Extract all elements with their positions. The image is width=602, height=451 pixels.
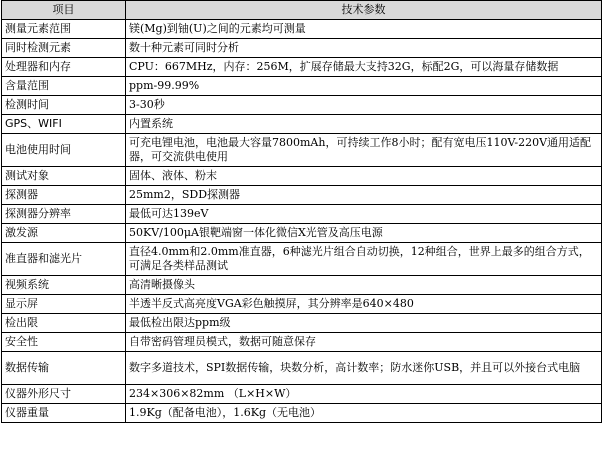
row-value: 25mm2，SDD探测器 (126, 186, 602, 205)
row-value: ppm-99.99% (126, 77, 602, 96)
table-row (2, 276, 602, 295)
table-row (2, 333, 602, 352)
row-item: 处理器和内存 (2, 58, 126, 77)
row-item: 检出限 (2, 314, 126, 333)
row-value: 直径4.0mm和2.0mm准直器，6种滤光片组合自动切换，12种组合，世界上最多的组合方式，可满足各类样品测试 (126, 243, 602, 276)
table-row (2, 385, 602, 404)
row-value: 数字多道技术，SPI数据传输，块数分析，高计数率；防水迷你USB，并且可以外接台式电脑 (126, 352, 602, 385)
row-item: 数据传输 (2, 352, 126, 385)
row-value: 最低可达139eV (126, 205, 602, 224)
row-item: 显示屏 (2, 295, 126, 314)
row-value: 自带密码管理员模式，数据可随意保存 (126, 333, 602, 352)
table-row (2, 295, 602, 314)
row-item: 激发源 (2, 224, 126, 243)
row-value: 3-30秒 (126, 96, 602, 115)
row-item: 安全性 (2, 333, 126, 352)
row-item: GPS、WIFI (2, 115, 126, 134)
row-value: 镁(Mg)到铀(U)之间的元素均可测量 (126, 20, 602, 39)
table-row (2, 58, 602, 77)
row-item: 含量范围 (2, 77, 126, 96)
spec-table (1, 0, 602, 423)
row-value: 高清晰摄像头 (126, 276, 602, 295)
row-value: CPU：667MHz，内存：256M，扩展存储最大支持32G，标配2G，可以海量存储数据 (126, 58, 602, 77)
row-value: 半透半反式高亮度VGA彩色触摸屏，其分辨率是640×480 (126, 295, 602, 314)
row-value: 234×306×82mm （L×H×W） (126, 385, 602, 404)
row-item: 检测时间 (2, 96, 126, 115)
table-row (2, 39, 602, 58)
row-value: 固体、液体、粉末 (126, 167, 602, 186)
table-row (2, 167, 602, 186)
table-row (2, 115, 602, 134)
row-item: 测量元素范围 (2, 20, 126, 39)
table-row (2, 134, 602, 167)
table-row (2, 352, 602, 385)
row-item: 测试对象 (2, 167, 126, 186)
row-item: 同时检测元素 (2, 39, 126, 58)
row-value: 内置系统 (126, 115, 602, 134)
table-row (2, 404, 602, 423)
row-item: 探测器 (2, 186, 126, 205)
table-row (2, 186, 602, 205)
header-param: 技术参数 (126, 1, 602, 20)
table-row (2, 224, 602, 243)
row-item: 探测器分辨率 (2, 205, 126, 224)
row-value: 50KV/100μA银靶端窗一体化微信X光管及高压电源 (126, 224, 602, 243)
row-value: 1.9Kg（配备电池），1.6Kg（无电池） (126, 404, 602, 423)
table-row (2, 77, 602, 96)
row-item: 仪器重量 (2, 404, 126, 423)
row-value: 最低检出限达ppm级 (126, 314, 602, 333)
row-item: 电池使用时间 (2, 134, 126, 167)
row-item: 仪器外形尺寸 (2, 385, 126, 404)
row-item: 准直器和滤光片 (2, 243, 126, 276)
row-item: 视频系统 (2, 276, 126, 295)
table-row (2, 205, 602, 224)
header-row (2, 1, 602, 20)
header-item: 项目 (2, 1, 126, 20)
row-value: 数十种元素可同时分析 (126, 39, 602, 58)
table-row (2, 243, 602, 276)
table-row (2, 314, 602, 333)
table-row (2, 20, 602, 39)
table-row (2, 96, 602, 115)
row-value: 可充电锂电池，电池最大容量7800mAh，可持续工作8小时；配有宽电压110V-220V通用适配器，可交流供电使用 (126, 134, 602, 167)
